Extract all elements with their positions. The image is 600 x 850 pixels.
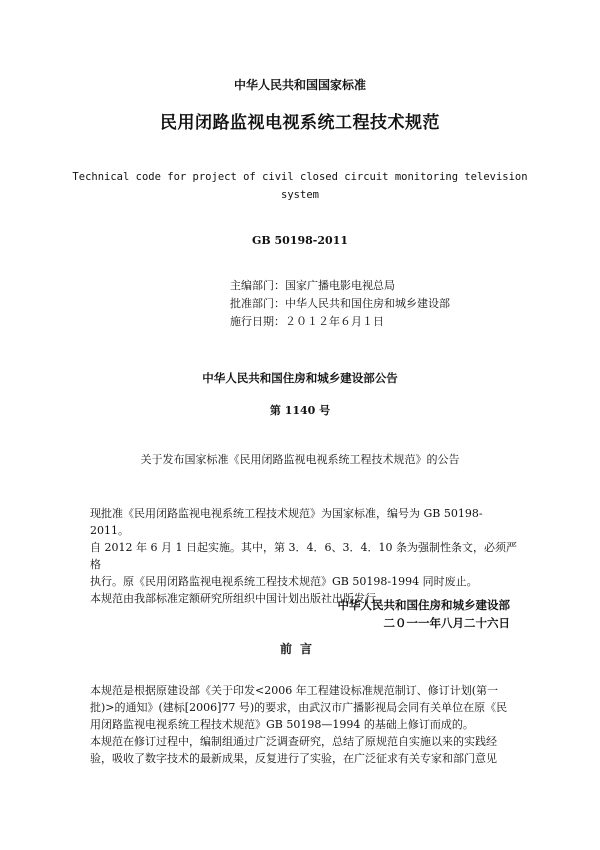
editor-department: 主编部门：国家广播电影电视总局 [230, 279, 395, 292]
preface-line: 用闭路监视电视系统工程技术规范》GB 50198—1994 的基础上修订而成的。 [90, 718, 474, 731]
announcement-ministry: 中华人民共和国住房和城乡建设部公告 [202, 371, 398, 385]
standard-category: 中华人民共和国国家标准 [233, 78, 366, 92]
preface-line: 本规范在修订过程中，编制组通过广泛调查研究，总结了原规范自实施以来的实践经 [90, 735, 497, 748]
announcement-body [90, 505, 520, 607]
announcement-line: 现批准《民用闭路监视电视系统工程技术规范》为国家标准，编号为 GB 50198-2011。 [90, 507, 483, 537]
standard-meta [230, 277, 450, 331]
preface-line: 批)>的通知》(建标[2006]77 号)的要求，由武汉市广播影视局会同有关单位在原《民 [90, 701, 508, 714]
document-title: 民用闭路监视电视系统工程技术规范 [160, 113, 440, 133]
preface-body [90, 682, 520, 767]
preface-line: 验，吸收了数字技术的最新成果，反复进行了实验，在广泛征求有关专家和部门意见 [90, 752, 497, 765]
announcement-line: 自 2012 年 6 月 1 日起实施。其中，第 3．4．6、3．4．10 条为强制性条文，必须严格 [90, 541, 517, 571]
approval-department: 批准部门：中华人民共和国住房和城乡建设部 [230, 297, 450, 310]
announcement-line: 执行。原《民用闭路监视电视系统工程技术规范》GB 50198-1994 同时废止。 [90, 575, 478, 588]
preface-line: 本规范是根据原建设部《关于印发<2006 年工程建设标准规范制订、修订计划(第一 [90, 684, 498, 697]
english-title-line-2: system [281, 189, 319, 201]
signer: 中华人民共和国住房和城乡建设部 [337, 598, 510, 612]
preface-heading: 前言 [279, 642, 320, 656]
announcement-number: 第 1140 号 [269, 404, 331, 417]
english-title-line-1: Technical code for project of civil closed circuit monitoring television [72, 171, 528, 183]
standard-code: GB 50198-2011 [252, 234, 348, 247]
effective-date: 施行日期：２０１２年６月１日 [230, 315, 384, 328]
announcement-signature [338, 596, 511, 632]
announcement-subject: 关于发布国家标准《民用闭路监视电视系统工程技术规范》的公告 [140, 453, 460, 466]
announcement-line: 本规范由我部标准定额研究所组织中国计划出版社出版发行。 [90, 592, 387, 605]
announcement-date: 二０一一年八月二十六日 [383, 616, 510, 630]
english-title [0, 168, 600, 204]
